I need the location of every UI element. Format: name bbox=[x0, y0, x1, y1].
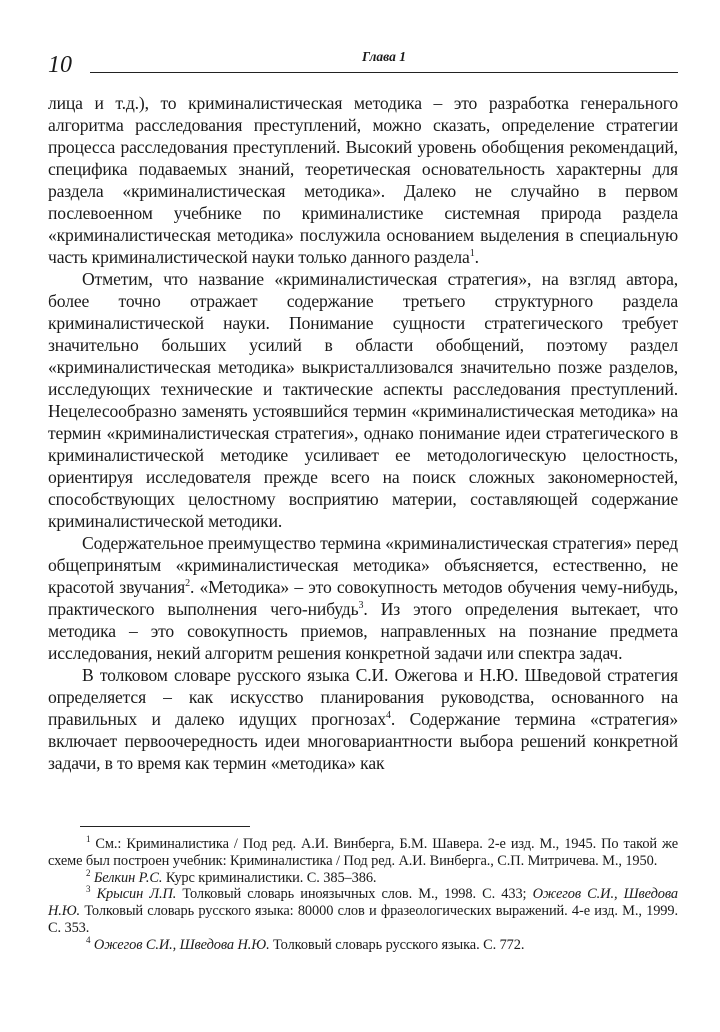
footnote-ref: 4 bbox=[86, 934, 91, 945]
footnote bbox=[48, 867, 678, 887]
text-run: Отметим, что название «криминалистическая стратегия», на взгляд автора, более точно отражает содержание третьего структурного раздела криминалистической науки. Понимание сущности стратегического требует значительно больших усилий в области обобщений, поэтому раздел «криминалистическая методика» выкристаллизовался значительно позже разделов, исследующих технические и тактические аспекты расследования преступлений. Нецелесообразно заменять устоявшийся термин «криминалистическая методика» на термин «криминалистическая стратегия», однако понимание идеи стратегического в криминалистической методике усиливает ее методологическую целостность, ориентируя исследователя прежде всего на поиск сложных закономерностей, способствующих целостному восприятию материи, составляющей содержание криминалистической методики. bbox=[48, 269, 678, 531]
header-rule bbox=[90, 72, 678, 73]
footnote-ref: 2 bbox=[86, 867, 91, 878]
text-run: Курс криминалистики. С. 385–386. bbox=[162, 869, 377, 886]
text-run: Содержательное преимущество термина «криминалистическая стратегия» перед общепринятым «криминалистическая методика» объясняется, естественно, не красотой звучания bbox=[48, 533, 678, 597]
text-run: См.: Криминалистика / Под ред. А.И. Винберга, Б.М. Шавера. 2-е изд. М., 1945. По такой же схеме был построен учебник: Криминалистика / Под ред. А.И. Винберга., С.П. Митричева. М., 1950. bbox=[48, 836, 678, 869]
body-text bbox=[48, 92, 678, 774]
author-name: Ожегов С.И., Шведова Н.Ю. bbox=[93, 936, 270, 953]
running-header bbox=[48, 49, 678, 82]
footnotes bbox=[48, 836, 678, 954]
paragraph bbox=[48, 664, 678, 774]
footnote-ref: 3 bbox=[86, 884, 91, 895]
footnote-ref: 2 bbox=[185, 578, 190, 590]
footnote bbox=[48, 886, 678, 936]
text-run: Толковый словарь русского языка: 80000 слов и фразеологических выражений. 4-е изд. М., 1999. С. 353. bbox=[48, 903, 678, 936]
footnote-ref: 1 bbox=[469, 248, 475, 260]
chapter-title: Глава 1 bbox=[362, 49, 406, 64]
paragraph bbox=[48, 532, 678, 664]
footnote-separator bbox=[80, 826, 250, 827]
page-number: 10 bbox=[48, 52, 72, 78]
author-name: Ожегов С.И., Шведова Н.Ю. bbox=[48, 886, 678, 920]
author-name: Крысин Л.П. bbox=[96, 886, 177, 903]
text-run: . Содержание термина «стратегия» включает первоочередность идеи многовариантности выбора решений конкретной задачи, в то время как термин «методика» как bbox=[48, 709, 678, 773]
text-run: В толковом словаре русского языка С.И. Ожегова и Н.Ю. Шведовой стратегия определяется – как искусство планирования руководства, основанного на правильных и далеко идущих прогнозах bbox=[48, 665, 678, 729]
text-run: . «Методика» – это совокупность методов обучения чему-нибудь, практического выполнения чего-нибудь bbox=[48, 577, 678, 619]
paragraph bbox=[48, 268, 678, 532]
footnote-ref: 4 bbox=[385, 710, 391, 722]
text-run: Толковый словарь иноязычных слов. М., 1998. С. 433; bbox=[176, 886, 533, 903]
author-name: Белкин Р.С. bbox=[93, 869, 163, 886]
text-run: лица и т.д.), то криминалистическая методика – это разработка генерального алгоритма расследования преступлений, можно сказать, определение стратегии процесса расследования преступлений. Высокий уровень обобщения рекомендаций, специфика подаваемых знаний, теоретическая основательность характерны для раздела «криминалистическая методика». Далеко не случайно в первом послевоенном учебнике по криминалистике системная природа раздела «криминалистическая методика» послужила основанием выделения в специальную часть криминалистической науки только данного раздела bbox=[48, 93, 678, 267]
text-run: Толковый словарь русского языка. С. 772. bbox=[269, 936, 525, 953]
footnote bbox=[48, 934, 678, 954]
footnote bbox=[48, 836, 678, 870]
footnote-ref: 3 bbox=[358, 600, 364, 612]
text-run: . Из этого определения вытекает, что методика – это совокупность приемов, направленных на познание предмета исследования, некий алгоритм решения конкретной задачи или спектра задач. bbox=[48, 599, 679, 663]
text-run: . bbox=[474, 247, 479, 267]
paragraph bbox=[48, 92, 678, 268]
footnote-ref: 1 bbox=[86, 834, 91, 845]
